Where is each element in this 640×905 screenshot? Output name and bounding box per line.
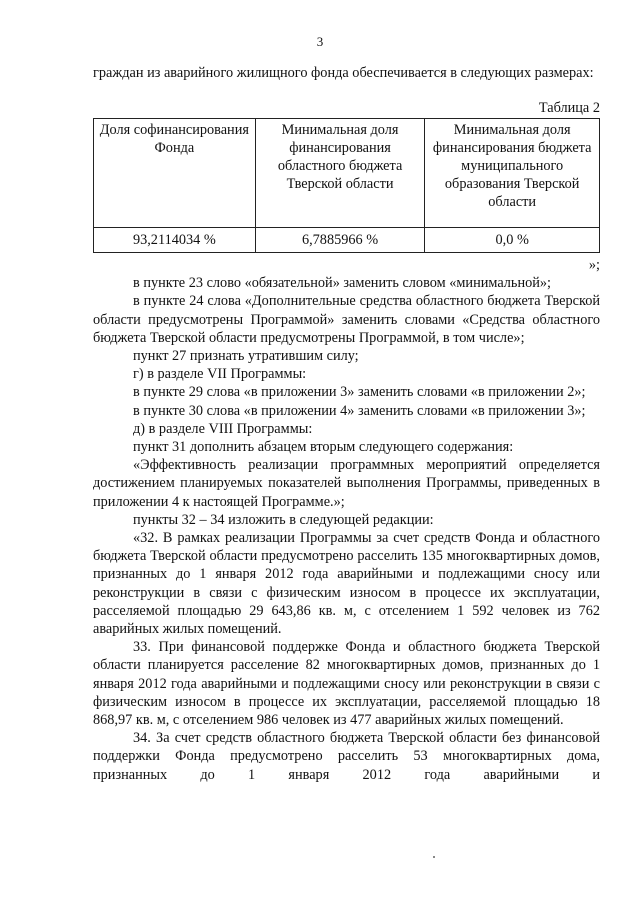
paragraph-1: в пункте 23 слово «обязательной» заменить словом «минимальной»;	[133, 275, 552, 292]
paragraph-12: 33. При финансовой поддержке Фонда и областного бюджета Тверской области планируется расселение 82 многоквартирных домов, признанных до 1 января 2012 года аварийными и подлежащими сносу или реконструкции в связи с физическим износом в процессе их эксплуатации, расселяемой площадью 18 868,97 кв. м, с отселением 986 человек из 477 аварийных жилых помещений.	[93, 639, 600, 729]
financing-table	[93, 118, 600, 253]
paragraph-4: г) в разделе VII Программы:	[133, 366, 307, 383]
cell-regional-share: 6,7885966 %	[255, 228, 425, 253]
paragraph-10: пункты 32 – 34 изложить в следующей редакции:	[133, 511, 434, 528]
paragraph-6: в пункте 30 слова «в приложении 4» заменить словами «в приложении 3»;	[133, 402, 586, 419]
paragraph-13: 34. За счет средств областного бюджета Тверской области без финансовой поддержки Фонда предусмотрено расселить 53 многоквартирных дома, признанных до 1 января 2012 года аварийными и	[93, 730, 600, 783]
table-row	[94, 228, 600, 253]
scan-speck	[433, 856, 435, 858]
header-fund-share: Доля софинансирования Фонда	[94, 119, 256, 228]
paragraph-8: пункт 31 дополнить абзацем вторым следующего содержания:	[133, 439, 514, 456]
header-regional-share: Минимальная доля финансирования областного бюджета Тверской области	[255, 119, 425, 228]
paragraph-11: «32. В рамках реализации Программы за счет средств Фонда и областного бюджета Тверской области предусмотрено расселить 135 многоквартирных домов, признанных до 1 января 2012 года аварийными и подлежащими сносу или реконструкции в связи с физическим износом в процессе их эксплуатации, расселяемой площадью 29 643,86 кв. м, с отселением 1 592 человек из 762 аварийных жилых помещений.	[93, 530, 600, 638]
cell-municipal-share: 0,0 %	[425, 228, 600, 253]
table-header-row	[94, 119, 600, 228]
paragraph-9: «Эффективность реализации программных мероприятий определяется достижением планируемых показателей выполнения Программы, приведенных в приложении 4 к настоящей Программе.»;	[93, 457, 600, 510]
intro-block	[93, 64, 600, 82]
paragraph-5: в пункте 29 слова «в приложении 3» заменить словами «в приложении 2»;	[133, 384, 586, 401]
cell-fund-share: 93,2114034 %	[94, 228, 256, 253]
header-municipal-share: Минимальная доля финансирования бюджета муниципального образования Тверской области	[425, 119, 600, 228]
paragraph-7: д) в разделе VIII Программы:	[133, 420, 313, 437]
table-label: Таблица 2	[538, 100, 600, 116]
intro-paragraph: граждан из аварийного жилищного фонда обеспечивается в следующих размерах:	[93, 65, 594, 81]
paragraph-3: пункт 27 признать утратившим силу;	[133, 348, 359, 365]
paragraph-2: в пункте 24 слова «Дополнительные средства областного бюджета Тверской области предусмотрены Программой» заменить словами «Средства областного бюджета Тверской области предусмотрены Программой, в том числе»;	[93, 293, 600, 346]
main-text	[93, 256, 600, 784]
page-number: 3	[316, 34, 324, 49]
table-closing-mark: »;	[588, 257, 600, 273]
